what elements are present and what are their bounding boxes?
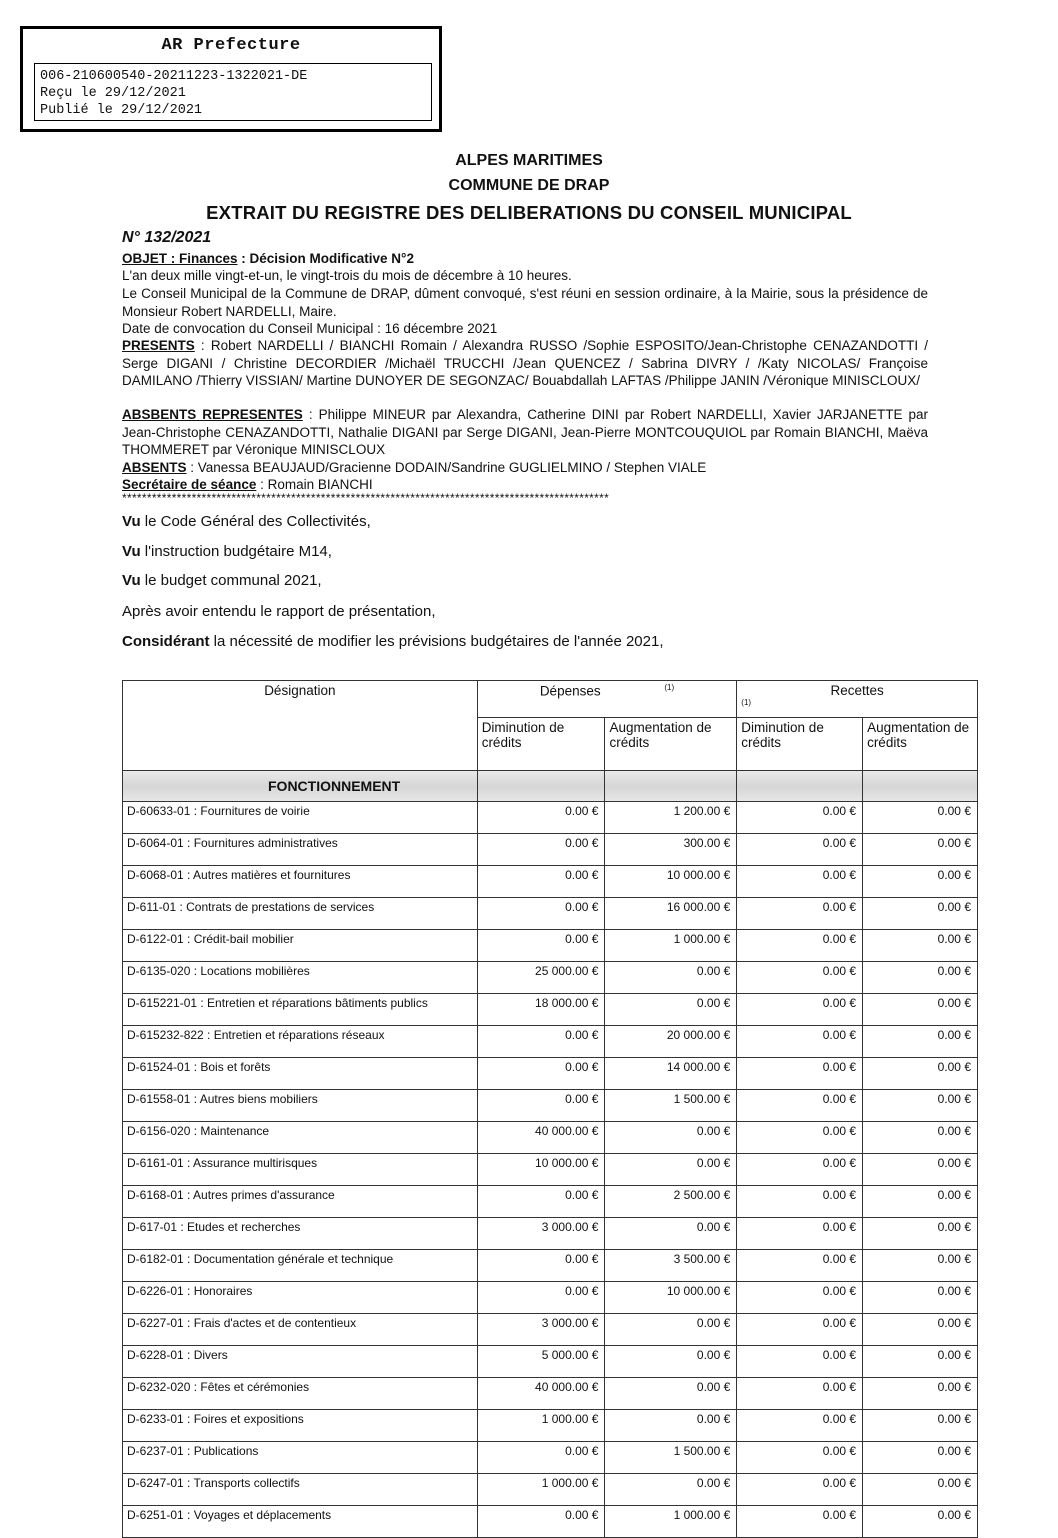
row-depenses-diminution: 10 000.00 € (477, 1154, 605, 1186)
row-recettes-augmentation: 0.00 € (863, 1058, 978, 1090)
row-depenses-augmentation: 0.00 € (605, 1346, 737, 1378)
row-depenses-augmentation: 1 200.00 € (605, 802, 737, 834)
row-depenses-diminution: 40 000.00 € (477, 1122, 605, 1154)
row-recettes-augmentation: 0.00 € (863, 1218, 978, 1250)
depenses-header: Dépenses $^{(1)}$ (477, 681, 737, 718)
row-depenses-diminution: 0.00 € (477, 898, 605, 930)
row-depenses-diminution: 0.00 € (477, 866, 605, 898)
row-depenses-diminution: 0.00 € (477, 1442, 605, 1474)
table-row (123, 1186, 978, 1218)
row-designation: D-6226-01 : Honoraires (123, 1282, 478, 1314)
table-row (123, 1346, 978, 1378)
table-row (123, 898, 978, 930)
row-recettes-diminution: 0.00 € (737, 1122, 863, 1154)
stamp-received-date: Reçu le 29/12/2021 (40, 86, 186, 101)
row-designation: D-6247-01 : Transports collectifs (123, 1474, 478, 1506)
recettes-augmentation-header: Augmentation de crédits (863, 718, 978, 771)
row-recettes-augmentation: 0.00 € (863, 834, 978, 866)
row-recettes-augmentation: 0.00 € (863, 994, 978, 1026)
row-recettes-diminution: 0.00 € (737, 1026, 863, 1058)
row-designation: D-6122-01 : Crédit-bail mobilier (123, 930, 478, 962)
row-depenses-diminution: 0.00 € (477, 1186, 605, 1218)
row-recettes-diminution: 0.00 € (737, 1378, 863, 1410)
secretaire-label: Secrétaire de séance (122, 477, 257, 492)
vu-keyword: Vu (122, 513, 141, 530)
row-recettes-augmentation: 0.00 € (863, 1122, 978, 1154)
row-recettes-augmentation: 0.00 € (863, 1090, 978, 1122)
row-designation: D-60633-01 : Fournitures de voirie (123, 802, 478, 834)
separator-stars: ************************************************************************************************** (122, 491, 610, 505)
row-depenses-augmentation: 0.00 € (605, 1474, 737, 1506)
row-designation: D-615221-01 : Entretien et réparations bâtiments publics (123, 994, 478, 1026)
row-designation: D-6232-020 : Fêtes et cérémonies (123, 1378, 478, 1410)
row-designation: D-611-01 : Contrats de prestations de services (123, 898, 478, 930)
row-depenses-augmentation: 14 000.00 € (605, 1058, 737, 1090)
recettes-header: Recettes (1) (737, 681, 978, 718)
row-designation: D-6237-01 : Publications (123, 1442, 478, 1474)
section-row (123, 771, 978, 802)
row-depenses-augmentation: 0.00 € (605, 1218, 737, 1250)
table-row (123, 866, 978, 898)
table-row (123, 1442, 978, 1474)
row-depenses-diminution: 0.00 € (477, 930, 605, 962)
row-depenses-augmentation: 1 000.00 € (605, 930, 737, 962)
presents-label: PRESENTS (122, 338, 195, 353)
vu-keyword: Vu (122, 572, 141, 589)
table-row (123, 1282, 978, 1314)
department-heading: ALPES MARITIMES (455, 152, 603, 169)
session-conseil: Le Conseil Municipal de la Commune de DRAP, dûment convoqué, s'est réuni en session ordinaire, à la Mairie, sous la présidence de Monsieur Robert NARDELLI, Maire. (122, 286, 928, 319)
row-depenses-diminution: 0.00 € (477, 1058, 605, 1090)
objet-text: : Décision Modificative N°2 (237, 251, 414, 266)
row-recettes-diminution: 0.00 € (737, 1058, 863, 1090)
document-title: EXTRAIT DU REGISTRE DES DELIBERATIONS DU CONSEIL MUNICIPAL (206, 202, 852, 223)
vu-line (122, 543, 332, 560)
row-recettes-augmentation: 0.00 € (863, 962, 978, 994)
vu-line (122, 513, 371, 530)
vu-text: l'instruction budgétaire M14, (140, 543, 332, 560)
vu-text: le budget communal 2021, (140, 572, 322, 589)
row-recettes-diminution: 0.00 € (737, 802, 863, 834)
vu-text: le Code Général des Collectivités, (140, 513, 371, 530)
row-recettes-diminution: 0.00 € (737, 1218, 863, 1250)
row-depenses-augmentation: 0.00 € (605, 962, 737, 994)
row-designation: D-6168-01 : Autres primes d'assurance (123, 1186, 478, 1218)
table-row (123, 1250, 978, 1282)
vu-line (122, 572, 322, 589)
row-designation: D-615232-822 : Entretien et réparations réseaux (123, 1026, 478, 1058)
row-designation: D-6064-01 : Fournitures administratives (123, 834, 478, 866)
row-recettes-diminution: 0.00 € (737, 1474, 863, 1506)
deliberation-number: N° 132/2021 (122, 229, 212, 246)
row-depenses-augmentation: 3 500.00 € (605, 1250, 737, 1282)
stamp-title: AR Prefecture (161, 36, 301, 55)
row-depenses-diminution: 0.00 € (477, 1026, 605, 1058)
row-recettes-diminution: 0.00 € (737, 1410, 863, 1442)
row-recettes-augmentation: 0.00 € (863, 1154, 978, 1186)
row-depenses-diminution: 3 000.00 € (477, 1314, 605, 1346)
row-designation: D-61524-01 : Bois et forêts (123, 1058, 478, 1090)
depenses-diminution-header: Diminution de crédits (477, 718, 605, 771)
row-designation: D-6227-01 : Frais d'actes et de contentieux (123, 1314, 478, 1346)
considerant-keyword: Considérant (122, 633, 210, 650)
representes-list: : Philippe MINEUR par Alexandra, Catherine DINI par Robert NARDELLI, Xavier JARJANETTE par Jean-Christophe CENAZANDOTTI, Nathalie DIGANI par Serge DIGANI, Jean-Pierre MONTCOUQUIOL par Romain BIANCHI, Maëva THOMMERET par Véronique MINISCLOUX (122, 407, 928, 457)
row-designation: D-6228-01 : Divers (123, 1346, 478, 1378)
table-row (123, 1090, 978, 1122)
row-depenses-diminution: 1 000.00 € (477, 1474, 605, 1506)
row-recettes-augmentation: 0.00 € (863, 1346, 978, 1378)
recettes-diminution-header: Diminution de crédits (737, 718, 863, 771)
row-recettes-diminution: 0.00 € (737, 1154, 863, 1186)
absents-block (122, 459, 928, 477)
row-recettes-augmentation: 0.00 € (863, 898, 978, 930)
table-row (123, 1506, 978, 1538)
row-depenses-augmentation: 1 500.00 € (605, 1090, 737, 1122)
table-row (123, 1474, 978, 1506)
row-depenses-augmentation: 0.00 € (605, 1154, 737, 1186)
secretaire-name: : Romain BIANCHI (256, 477, 373, 492)
section-label: FONCTIONNEMENT (123, 771, 478, 802)
table-row (123, 1122, 978, 1154)
row-recettes-diminution: 0.00 € (737, 1506, 863, 1538)
row-depenses-diminution: 0.00 € (477, 834, 605, 866)
row-designation: D-6251-01 : Voyages et déplacements (123, 1506, 478, 1538)
table-row (123, 1218, 978, 1250)
row-recettes-augmentation: 0.00 € (863, 866, 978, 898)
presents-block (122, 337, 928, 390)
row-recettes-augmentation: 0.00 € (863, 1314, 978, 1346)
table-row (123, 834, 978, 866)
absents-label: ABSENTS (122, 460, 187, 475)
vu-keyword: Vu (122, 543, 141, 560)
row-depenses-augmentation: 0.00 € (605, 1378, 737, 1410)
row-depenses-diminution: 5 000.00 € (477, 1346, 605, 1378)
row-recettes-augmentation: 0.00 € (863, 1026, 978, 1058)
row-depenses-diminution: 25 000.00 € (477, 962, 605, 994)
vu-text: Après avoir entendu le rapport de présentation, (122, 603, 436, 620)
stamp-published-date: Publié le 29/12/2021 (40, 103, 203, 118)
row-recettes-augmentation: 0.00 € (863, 930, 978, 962)
row-depenses-augmentation: 1 000.00 € (605, 1506, 737, 1538)
table-row (123, 962, 978, 994)
row-recettes-diminution: 0.00 € (737, 962, 863, 994)
row-recettes-diminution: 0.00 € (737, 1442, 863, 1474)
row-designation: D-6068-01 : Autres matières et fournitures (123, 866, 478, 898)
objet-label: OBJET : Finances (122, 251, 238, 266)
row-recettes-augmentation: 0.00 € (863, 1186, 978, 1218)
row-depenses-augmentation: 0.00 € (605, 1410, 737, 1442)
row-designation: D-61558-01 : Autres biens mobiliers (123, 1090, 478, 1122)
row-recettes-diminution: 0.00 € (737, 1090, 863, 1122)
row-recettes-diminution: 0.00 € (737, 1282, 863, 1314)
row-depenses-diminution: 0.00 € (477, 802, 605, 834)
session-date: L'an deux mille vingt-et-un, le vingt-trois du mois de décembre à 10 heures. (122, 268, 572, 283)
row-recettes-diminution: 0.00 € (737, 834, 863, 866)
table-row (123, 1026, 978, 1058)
row-depenses-diminution: 18 000.00 € (477, 994, 605, 1026)
row-recettes-augmentation: 0.00 € (863, 1282, 978, 1314)
row-depenses-augmentation: 0.00 € (605, 994, 737, 1026)
considerant-line (122, 633, 664, 650)
row-designation: D-6161-01 : Assurance multirisques (123, 1154, 478, 1186)
table-row (123, 802, 978, 834)
table-row (123, 994, 978, 1026)
table-row (123, 930, 978, 962)
row-designation: D-6182-01 : Documentation générale et technique (123, 1250, 478, 1282)
representes-label: ABSBENTS REPRESENTES (122, 407, 303, 422)
row-recettes-diminution: 0.00 € (737, 866, 863, 898)
commune-heading: COMMUNE DE DRAP (448, 177, 610, 194)
apres-line (122, 603, 436, 620)
row-depenses-diminution: 0.00 € (477, 1282, 605, 1314)
presents-list: : Robert NARDELLI / BIANCHI Romain / Alexandra RUSSO /Sophie ESPOSITO/Jean-Christophe CENAZANDOTTI / Serge DIGANI / Christine DECORDIER /Michaël TRUCCHI /Jean QUENCEZ / Sabrina DIVRY / /Katy NICOLAS/ Françoise DAMILANO /Thierry VISSIAN/ Martine DUNOYER DE SEGONZAC/ Bouabdallah LAFTAS /Philippe JANIN /Véronique MINISCLOUX/ (122, 338, 928, 388)
table-row (123, 1378, 978, 1410)
row-recettes-diminution: 0.00 € (737, 994, 863, 1026)
representes-block (122, 406, 928, 459)
row-recettes-diminution: 0.00 € (737, 1186, 863, 1218)
row-recettes-augmentation: 0.00 € (863, 1506, 978, 1538)
table-row (123, 1154, 978, 1186)
depenses-augmentation-header: Augmentation de crédits (605, 718, 737, 771)
row-depenses-augmentation: 16 000.00 € (605, 898, 737, 930)
row-depenses-diminution: 40 000.00 € (477, 1378, 605, 1410)
row-recettes-diminution: 0.00 € (737, 898, 863, 930)
row-depenses-augmentation: 20 000.00 € (605, 1026, 737, 1058)
row-designation: D-6233-01 : Foires et expositions (123, 1410, 478, 1442)
row-depenses-diminution: 0.00 € (477, 1506, 605, 1538)
ar-prefecture-stamp (20, 26, 442, 132)
table-row (123, 1314, 978, 1346)
row-depenses-augmentation: 2 500.00 € (605, 1186, 737, 1218)
row-recettes-augmentation: 0.00 € (863, 802, 978, 834)
stamp-reference: 006-210600540-20211223-1322021-DE (40, 69, 308, 84)
considerant-text: la nécessité de modifier les prévisions budgétaires de l'année 2021, (209, 633, 664, 650)
stamp-details (34, 63, 432, 121)
row-depenses-augmentation: 0.00 € (605, 1314, 737, 1346)
budget-table (122, 680, 978, 1538)
table-row (123, 1410, 978, 1442)
row-recettes-augmentation: 0.00 € (863, 1410, 978, 1442)
row-depenses-diminution: 1 000.00 € (477, 1410, 605, 1442)
row-recettes-augmentation: 0.00 € (863, 1378, 978, 1410)
table-row (123, 1058, 978, 1090)
row-designation: D-617-01 : Etudes et recherches (123, 1218, 478, 1250)
row-designation: D-6156-020 : Maintenance (123, 1122, 478, 1154)
row-depenses-augmentation: 300.00 € (605, 834, 737, 866)
row-recettes-diminution: 0.00 € (737, 1314, 863, 1346)
row-recettes-diminution: 0.00 € (737, 1346, 863, 1378)
row-depenses-augmentation: 1 500.00 € (605, 1442, 737, 1474)
row-recettes-augmentation: 0.00 € (863, 1474, 978, 1506)
row-recettes-diminution: 0.00 € (737, 930, 863, 962)
row-depenses-augmentation: 10 000.00 € (605, 866, 737, 898)
row-depenses-augmentation: 0.00 € (605, 1122, 737, 1154)
row-depenses-augmentation: 10 000.00 € (605, 1282, 737, 1314)
absents-list: : Vanessa BEAUJAUD/Gracienne DODAIN/Sandrine GUGLIELMINO / Stephen VIALE (186, 460, 707, 475)
row-depenses-diminution: 0.00 € (477, 1090, 605, 1122)
objet-line (122, 250, 928, 268)
row-recettes-augmentation: 0.00 € (863, 1250, 978, 1282)
row-depenses-diminution: 0.00 € (477, 1250, 605, 1282)
convocation-date: Date de convocation du Conseil Municipal : 16 décembre 2021 (122, 321, 498, 336)
row-recettes-diminution: 0.00 € (737, 1250, 863, 1282)
designation-header: Désignation (123, 681, 478, 771)
row-depenses-diminution: 3 000.00 € (477, 1218, 605, 1250)
row-designation: D-6135-020 : Locations mobilières (123, 962, 478, 994)
row-recettes-augmentation: 0.00 € (863, 1442, 978, 1474)
